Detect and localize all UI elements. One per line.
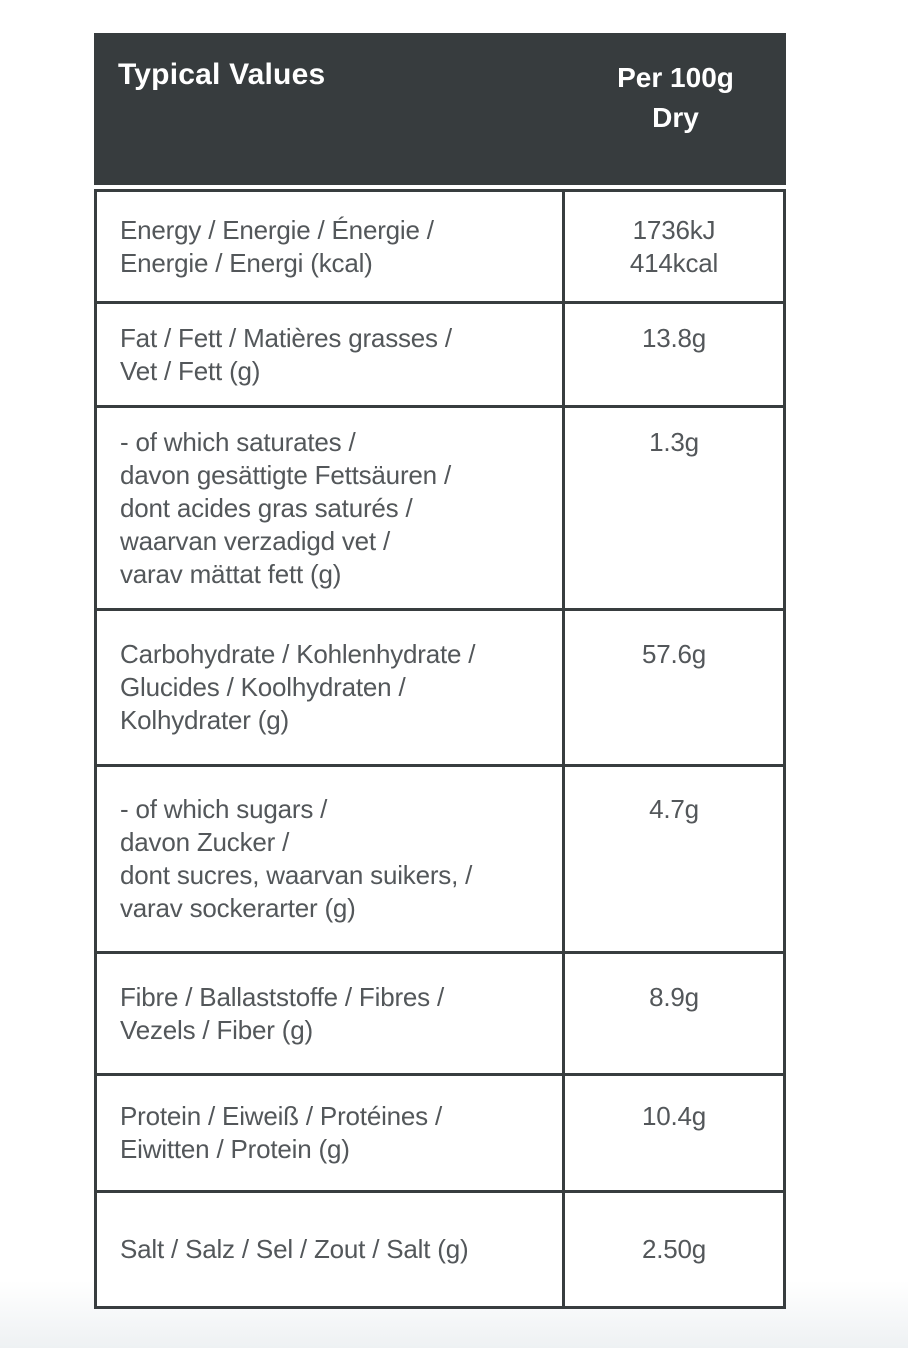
nutrient-label-text: Fat / Fett / Matières grasses / Vet / Fett (g) [120, 322, 452, 386]
table-row [97, 408, 783, 611]
nutrient-label-text: Carbohydrate / Kohlenhydrate / Glucides / Koolhydraten / Kolhydrater (g) [120, 639, 476, 735]
table-row [97, 1076, 783, 1193]
table-header-row [94, 33, 786, 185]
nutrient-label-text: Salt / Salz / Sel / Zout / Salt (g) [120, 1234, 469, 1264]
nutrient-label [97, 304, 565, 405]
nutrient-value [565, 1193, 783, 1306]
header-per-100g-dry [565, 33, 786, 185]
nutrient-label [97, 408, 565, 608]
nutrient-value-text: 10.4g [641, 1101, 707, 1131]
nutrient-label [97, 954, 565, 1073]
nutrient-value-text: 2.50g [641, 1234, 707, 1264]
nutrient-label-text: - of which sugars / davon Zucker / dont sucres, waarvan suikers, / varav sockerarter (g) [120, 794, 473, 923]
nutrient-value [565, 408, 783, 608]
nutrient-value [565, 192, 783, 301]
nutrient-value [565, 954, 783, 1073]
nutrient-value [565, 1076, 783, 1190]
nutrient-label-text: - of which saturates / davon gesättigte Fettsäuren / dont acides gras saturés / waarvan verzadigd vet / varav mättat fett (g) [120, 426, 451, 589]
table-row [97, 611, 783, 767]
nutrient-value-text: 1.3g [649, 426, 699, 457]
nutrient-value-text: 1736kJ 414kcal [629, 214, 719, 278]
nutrient-value-text: 57.6g [641, 639, 707, 669]
nutrient-label-text: Energy / Energie / Énergie / Energie / Energi (kcal) [120, 214, 434, 278]
table-row [97, 192, 783, 304]
table-row [97, 954, 783, 1076]
nutrient-label [97, 1076, 565, 1190]
nutrient-value-text: 13.8g [641, 322, 707, 353]
nutrition-table [94, 33, 786, 1309]
nutrient-label [97, 611, 565, 764]
nutrient-value [565, 611, 783, 764]
table-row [97, 1193, 783, 1306]
nutrient-label [97, 1193, 565, 1306]
nutrient-label [97, 192, 565, 301]
table-row [97, 304, 783, 408]
nutrient-value-text: 4.7g [649, 794, 699, 824]
nutrient-label [97, 767, 565, 951]
header-dry-line: Dry [652, 102, 699, 133]
header-per-100g-line: Per 100g [617, 62, 734, 93]
nutrient-label-text: Protein / Eiweiß / Protéines / Eiwitten / Protein (g) [120, 1101, 443, 1164]
header-typical-values: Typical Values [118, 58, 326, 91]
nutrient-value [565, 767, 783, 951]
table-body [94, 189, 786, 1309]
table-row [97, 767, 783, 954]
nutrient-value-text: 8.9g [649, 981, 699, 1012]
nutrient-value [565, 304, 783, 405]
nutrient-label-text: Fibre / Ballaststoffe / Fibres / Vezels / Fiber (g) [120, 981, 445, 1045]
